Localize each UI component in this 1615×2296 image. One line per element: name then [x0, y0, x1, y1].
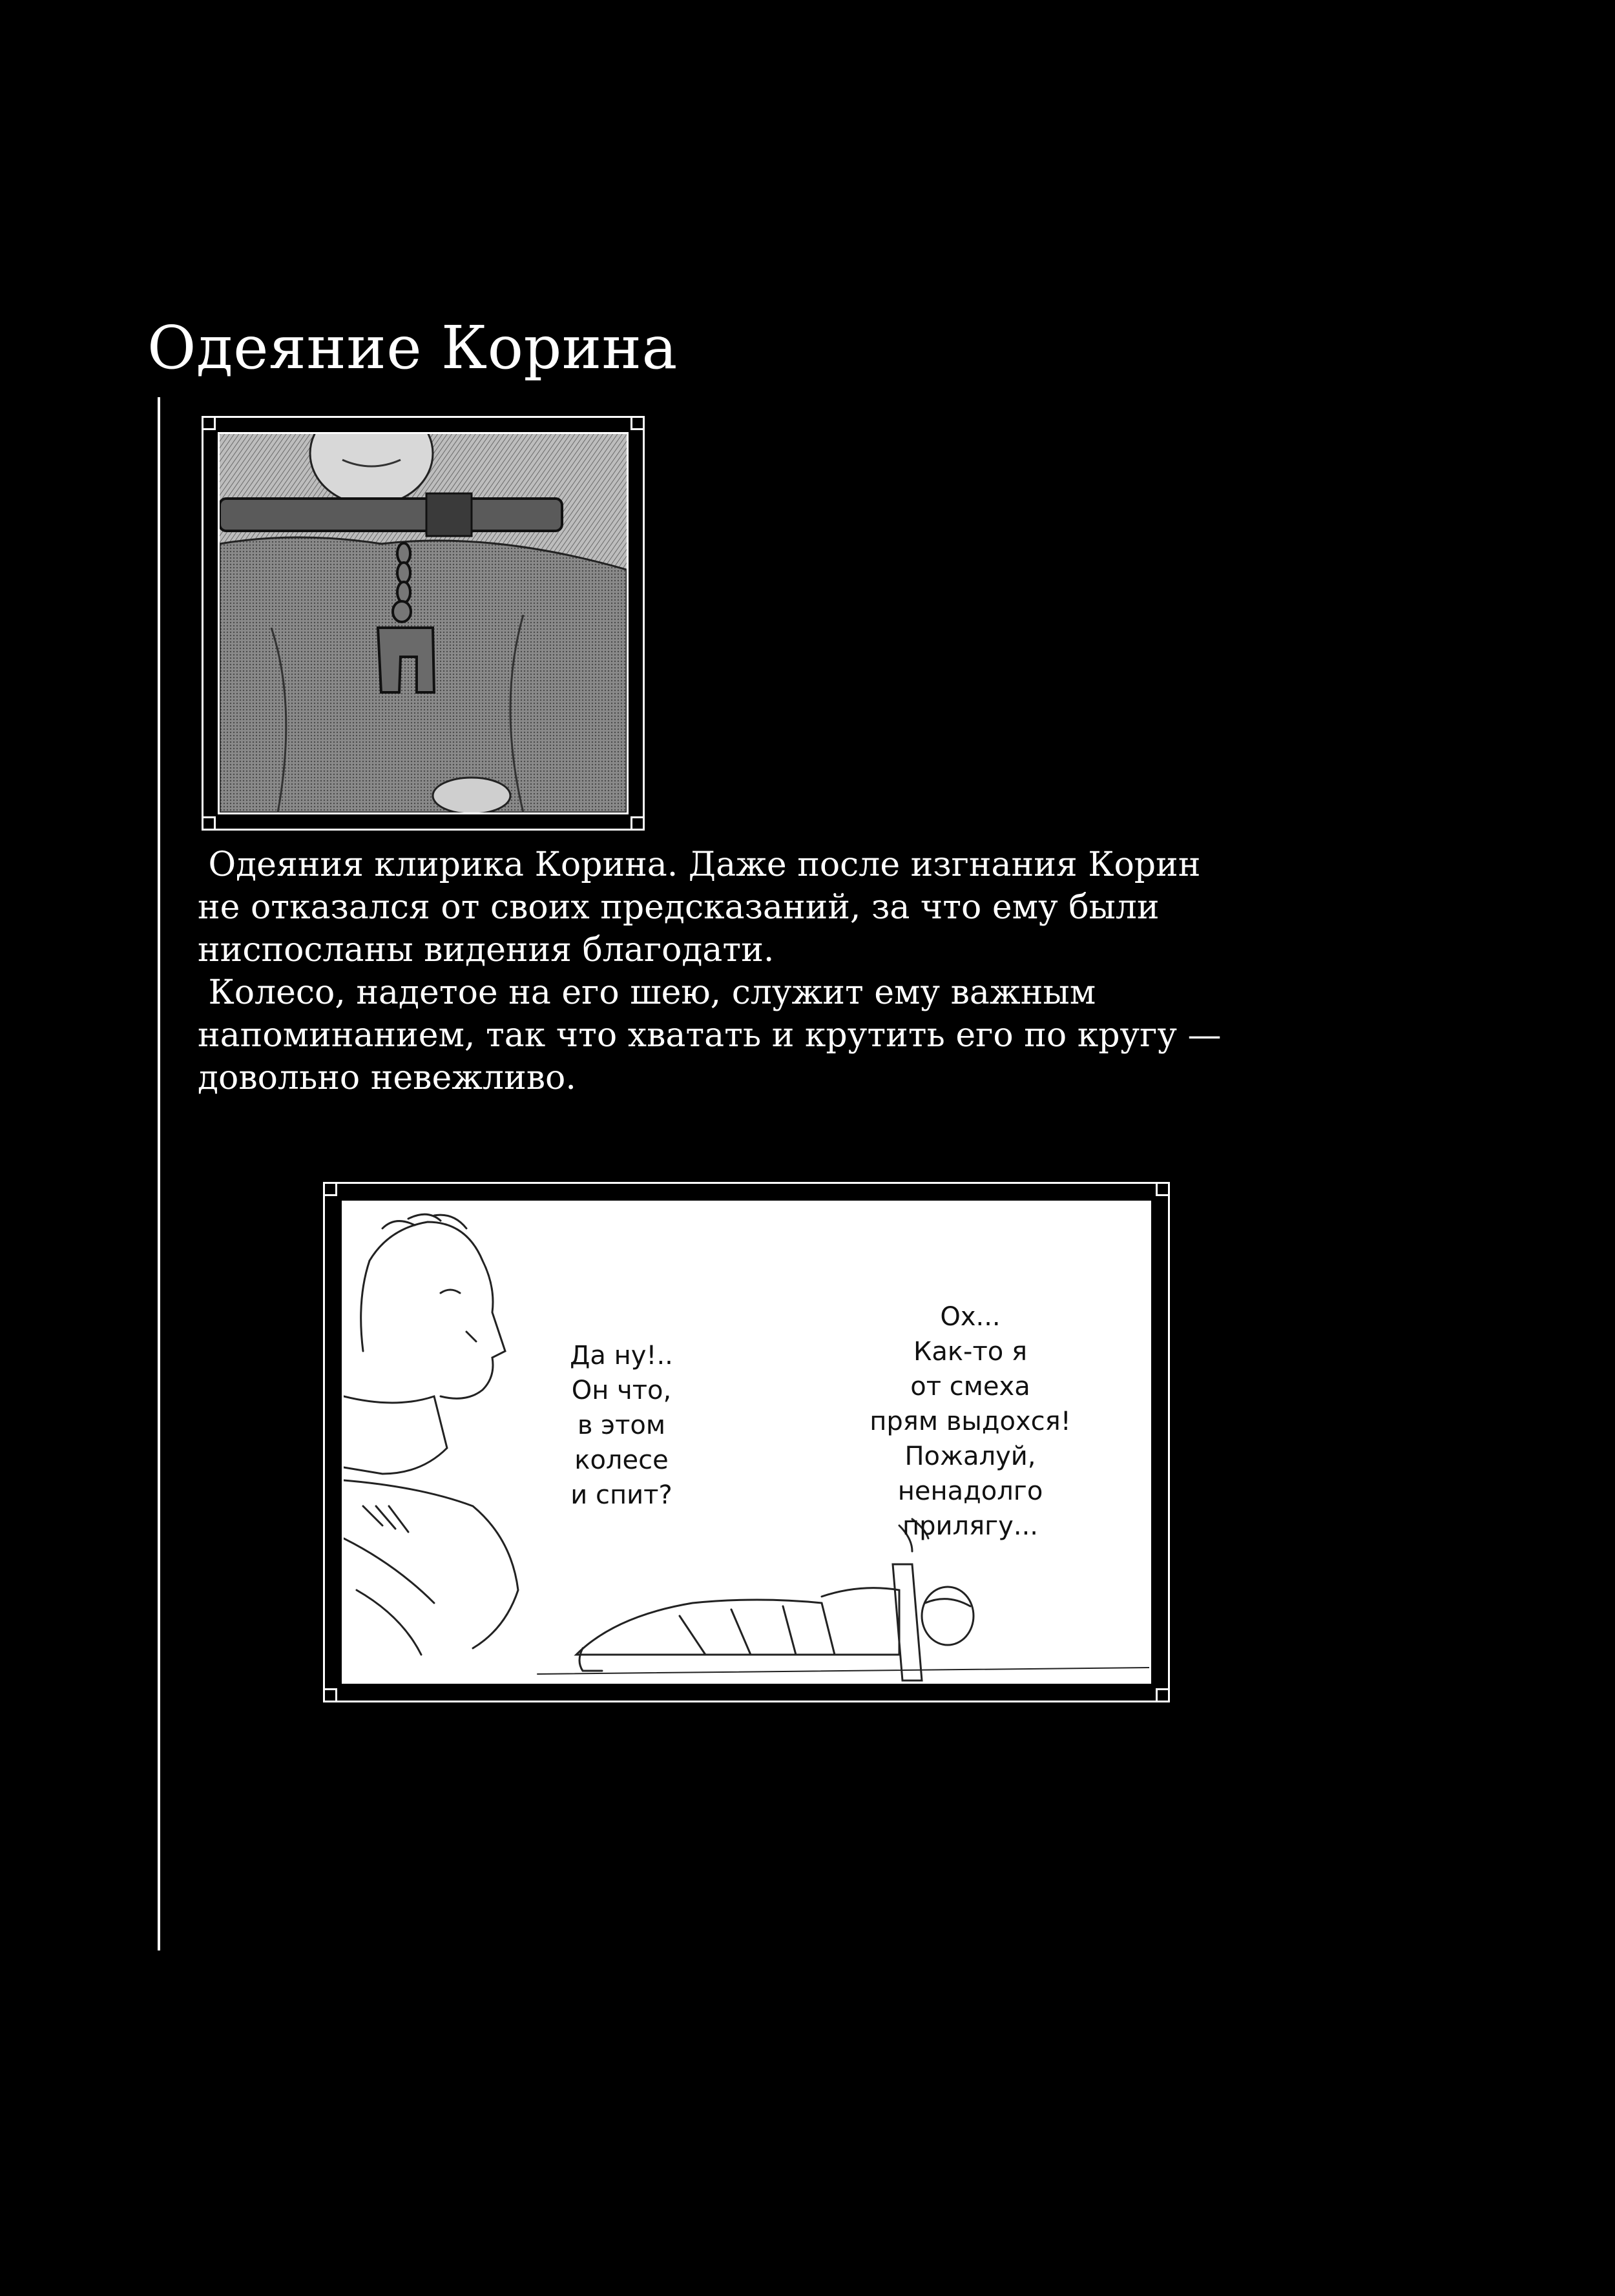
item-description	[198, 843, 1296, 1099]
bubble-line: и спит?	[570, 1480, 672, 1510]
bubble-line: в этом	[577, 1411, 666, 1440]
bubble-line: колесе	[574, 1445, 669, 1475]
item-illustration	[218, 432, 629, 814]
vertical-divider	[158, 397, 160, 1950]
bubble-line: Ох...	[940, 1302, 1001, 1332]
bubble-line: от смеха	[910, 1372, 1030, 1401]
page-title: Одеяние Корина	[147, 313, 678, 382]
description-paragraph-2: Колесо, надетое на его шею, служит ему важным напоминанием, так что хватать и крутить его по кругу — довольно невежливо.	[198, 973, 1222, 1097]
comic-panel	[342, 1201, 1151, 1684]
speech-bubble-right	[860, 1299, 1080, 1544]
bubble-line: Как-то я	[913, 1337, 1028, 1367]
speech-bubble-left	[537, 1338, 705, 1513]
bubble-line: Да ну!..	[570, 1341, 673, 1370]
bubble-line: ненадолго	[897, 1476, 1043, 1506]
description-paragraph-1: Одеяния клирика Корина. Даже после изгнания Корин не отказался от своих предсказаний, за что ему были ниспосланы видения благодати.	[198, 845, 1201, 969]
bubble-line: прилягу...	[902, 1511, 1038, 1541]
robe-illustration	[220, 434, 627, 812]
item-illustration-frame	[202, 416, 645, 831]
comic-panel-frame	[323, 1182, 1170, 1702]
bubble-line: Он что,	[571, 1376, 672, 1405]
bubble-line: Пожалуй,	[904, 1442, 1036, 1471]
bubble-line: прям выдохся!	[870, 1407, 1071, 1436]
